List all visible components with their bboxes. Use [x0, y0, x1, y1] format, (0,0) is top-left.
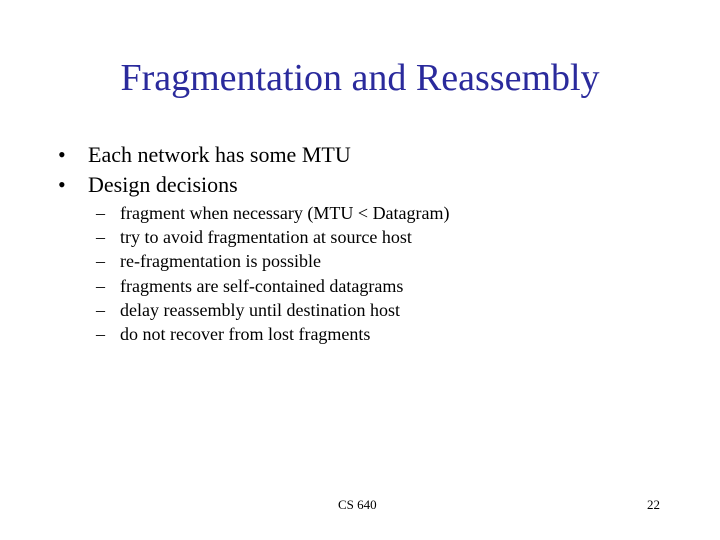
bullet-item	[58, 140, 351, 170]
sub-bullet-text: try to avoid fragmentation at source host	[120, 227, 412, 248]
sub-bullet-text: fragment when necessary (MTU < Datagram)	[120, 203, 450, 223]
sub-bullet-item	[96, 298, 450, 322]
bullet-text: Design decisions	[88, 172, 238, 197]
sub-bullet-text: re-fragmentation is possible	[120, 251, 321, 272]
sub-bullet-item	[96, 249, 450, 273]
sub-bullet-item	[96, 274, 450, 298]
footer-course: CS 640	[338, 497, 377, 512]
sub-bullet-text: fragments are self-contained datagrams	[120, 275, 404, 296]
bullet-text: Each network has some MTU	[88, 142, 351, 167]
page-number: 22	[647, 497, 660, 512]
sub-bullet-item	[96, 225, 450, 249]
bullet-marker: •	[58, 142, 66, 167]
dash-marker: –	[96, 227, 105, 248]
bullet-item	[58, 170, 351, 200]
sub-bullet-item	[96, 322, 450, 346]
dash-marker: –	[96, 251, 105, 272]
sub-bullet-text: do not recover from lost fragments	[120, 324, 371, 345]
dash-marker: –	[96, 203, 105, 223]
sub-bullet-list	[96, 201, 450, 346]
dash-marker: –	[96, 324, 105, 345]
dash-marker: –	[96, 299, 105, 320]
slide-title: Fragmentation and Reassembly	[120, 57, 600, 99]
bullet-list	[58, 140, 351, 200]
sub-bullet-item	[96, 201, 450, 225]
bullet-marker: •	[58, 172, 66, 197]
dash-marker: –	[96, 275, 105, 296]
sub-bullet-text: delay reassembly until destination host	[120, 299, 400, 320]
